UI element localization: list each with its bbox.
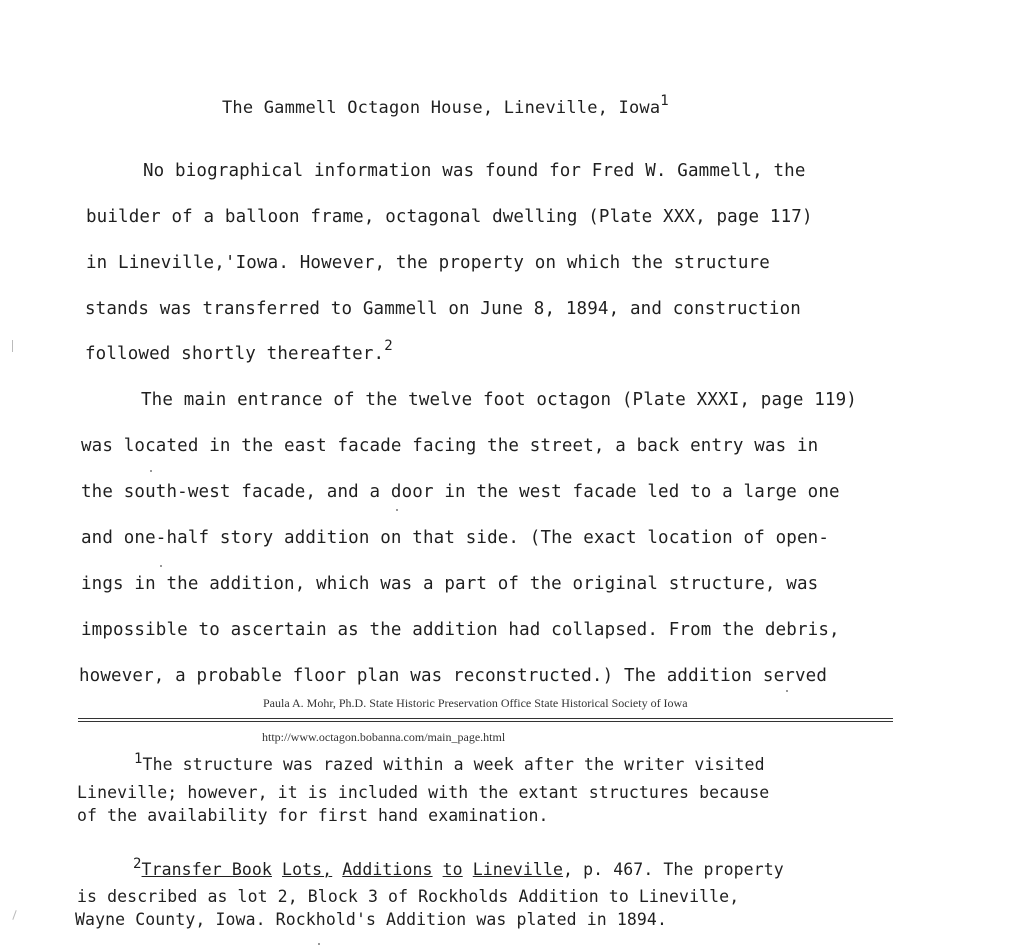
citation-space [433, 860, 443, 879]
scan-speck [396, 509, 398, 511]
scan-speck [150, 470, 152, 472]
source-url: http://www.octagon.bobanna.com/main_page.html [262, 730, 506, 744]
citation-title: Transfer Book [141, 860, 272, 879]
citation-title: Additions [342, 860, 433, 879]
citation-title: Lots, [282, 860, 333, 879]
body-line: was located in the east facade facing the street, a back entry was in [81, 436, 819, 456]
footnote-text: of the availability for first hand examination. [77, 806, 549, 825]
footnote-text: is described as lot 2, Block 3 of Rockholds Addition to Lineville, [77, 887, 740, 906]
citation-space [332, 860, 342, 879]
scan-speck [160, 565, 162, 567]
body-line: the south-west facade, and a door in the west facade led to a large one [81, 482, 840, 502]
citation-space [272, 860, 282, 879]
body-line: The main entrance of the twelve foot octagon (Plate XXXI, page 119) [141, 390, 857, 410]
body-line: ings in the addition, which was a part of the original structure, was [81, 574, 819, 594]
footnote-rule-upper [78, 718, 893, 719]
footnote-text: Wayne County, Iowa. Rockhold's Addition was plated in 1894. [75, 910, 667, 929]
citation-title: Lineville [472, 860, 564, 879]
scan-speck [318, 943, 320, 945]
footnote-1-first-line [134, 751, 765, 776]
body-line: and one-half story addition on that side. (The exact location of open- [81, 528, 830, 548]
citation-space [463, 860, 473, 879]
footnote-text: , p. 467. The property [563, 860, 784, 879]
footnote-text: The structure was razed within a week after the writer visited [142, 755, 765, 774]
body-line: No biographical information was found for Fred W. Gammell, the [143, 161, 806, 181]
body-footnote-ref: 2 [384, 338, 393, 354]
scan-mark [12, 910, 16, 920]
footnote-rule-lower [78, 721, 893, 722]
scan-speck [786, 690, 788, 692]
body-line: impossible to ascertain as the addition had collapsed. From the debris, [81, 620, 840, 640]
footnote-2-first-line [133, 856, 784, 881]
body-line: builder of a balloon frame, octagonal dwelling (Plate XXX, page 117) [86, 207, 813, 227]
body-line-text: followed shortly thereafter. [85, 344, 385, 364]
scan-mark [12, 340, 13, 352]
body-line: stands was transferred to Gammell on June 8, 1894, and construction [85, 299, 801, 319]
footnote-text: Lineville; however, it is included with the extant structures because [77, 783, 770, 802]
footnote-1-ref: 1 [134, 751, 143, 767]
title-footnote-ref: 1 [660, 93, 669, 109]
body-line: in Lineville,'Iowa. However, the property on which the structure [86, 253, 770, 273]
credit-line: Paula A. Mohr, Ph.D. State Historic Preservation Office State Historical Society of Iowa [263, 696, 688, 710]
body-line: however, a probable floor plan was reconstructed.) The addition served [79, 666, 828, 686]
page-title [222, 93, 669, 118]
citation-title: to [442, 860, 463, 879]
footnote-2-ref: 2 [133, 856, 142, 872]
body-line [85, 338, 393, 366]
title-text: The Gammell Octagon House, Lineville, Iowa [222, 98, 661, 118]
